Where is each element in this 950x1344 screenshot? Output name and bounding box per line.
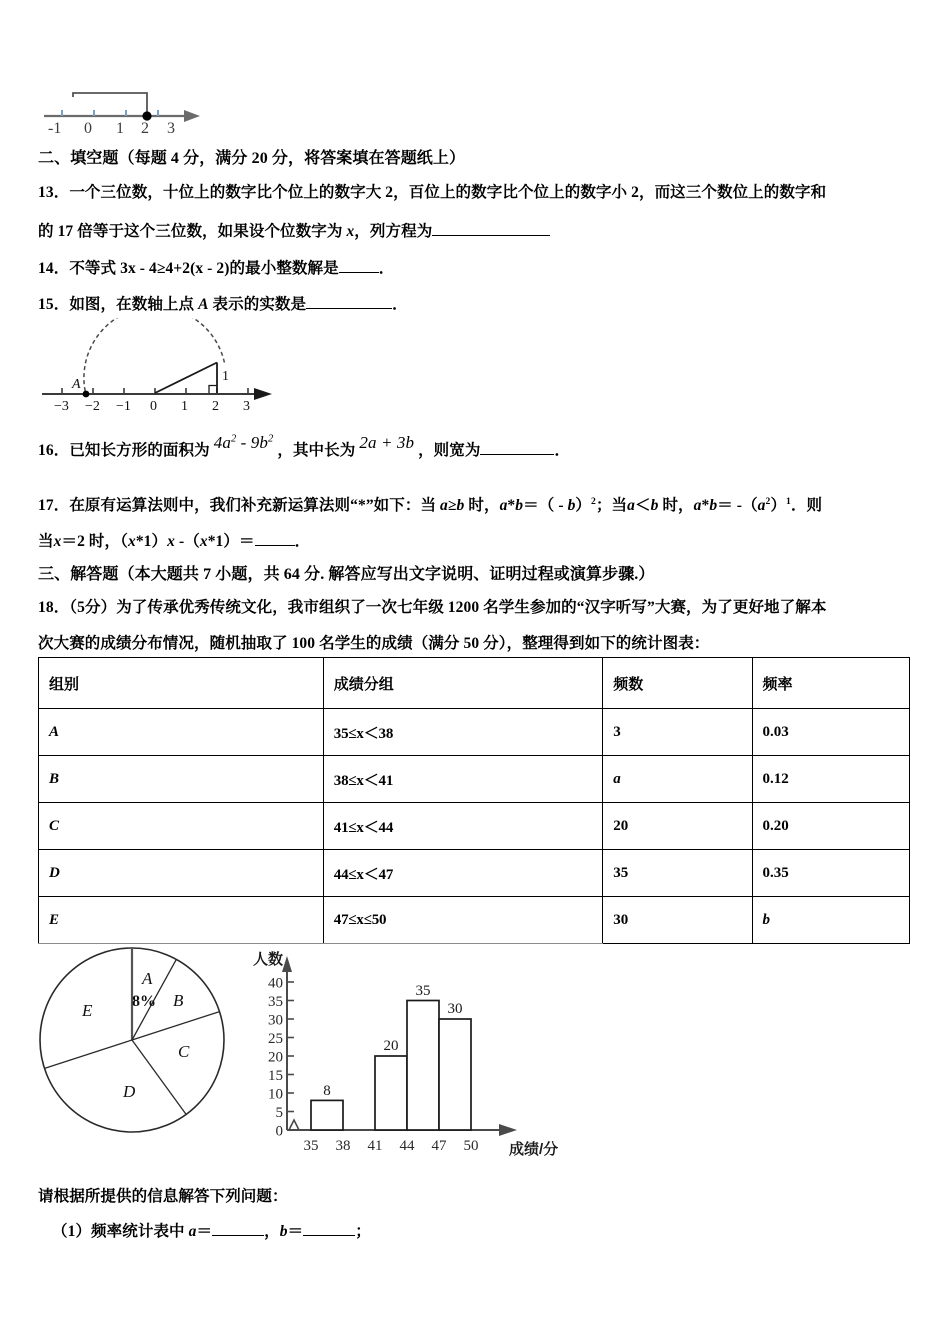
question-16-area-formula: $4a^2 - 9b^2$ (213, 433, 274, 452)
table-row (39, 756, 910, 803)
cell-group: E (39, 897, 324, 944)
svg-text:A: A (72, 377, 81, 392)
question-16-number: 16． (38, 442, 70, 459)
question-16-text-b: ，其中长为 (277, 442, 356, 459)
cell-freq: 30 (603, 897, 752, 944)
answer-blank-13[interactable] (432, 235, 550, 236)
svg-text:B: B (173, 991, 184, 1010)
answer-blank-18a[interactable] (212, 1235, 264, 1236)
question-13-number: 13． (38, 184, 70, 201)
svg-text:38: 38 (335, 1138, 351, 1154)
svg-text:A: A (142, 969, 153, 988)
cell-group: D (39, 850, 324, 897)
sub-1-semicolon: ； (355, 1223, 371, 1240)
table-header-range: 成绩分组 (323, 658, 602, 709)
svg-text:44: 44 (399, 1138, 415, 1154)
svg-text:D: D (123, 1082, 136, 1101)
sub-1-comma: ， (264, 1223, 280, 1240)
question-18-number: 18．（5分） (38, 599, 117, 616)
question-14 (38, 259, 394, 279)
table-row (39, 850, 910, 897)
svg-text:40: 40 (268, 975, 283, 992)
cell-freq: 3 (603, 709, 752, 756)
svg-text:C: C (178, 1042, 190, 1061)
table-header-rate: 频率 (752, 658, 909, 709)
question-17-line-1: 17．在原有运算法则中，我们补充新运算法则“*”如下：当 a≥b 时，a*b＝（ - b）$^2$；当a＜b 时，$a*b= -(a^2)^1$．则 (38, 495, 823, 514)
svg-text:20: 20 (268, 1049, 283, 1066)
cell-rate: 0.20 (752, 803, 909, 850)
cell-freq: a (603, 756, 752, 803)
answer-blank-15[interactable] (306, 308, 392, 309)
svg-text:8%: 8% (132, 993, 156, 1010)
sub-1-var-a: a (188, 1223, 197, 1240)
svg-text:35: 35 (415, 983, 431, 999)
question-16-text-a: 已知长方形的面积为 (69, 442, 210, 459)
question-13-text-2b: ，列方程为 (354, 223, 433, 240)
svg-text:47: 47 (431, 1138, 447, 1154)
svg-text:0: 0 (150, 399, 157, 414)
svg-text:1: 1 (116, 120, 124, 135)
question-17-line-2: 当x＝2 时，（x*1）x -（x*1）＝ ． (38, 533, 311, 550)
question-17-number: 17． (38, 497, 70, 514)
question-15-number: 15． (38, 296, 70, 313)
question-16-length-formula: 2a + 3b (359, 433, 415, 452)
bar-chart-xlabel: 成绩/分 (509, 1141, 559, 1158)
answer-blank-14[interactable] (339, 272, 379, 273)
question-15 (38, 295, 408, 315)
svg-text:3: 3 (167, 120, 175, 135)
frequency-table (38, 657, 910, 944)
cell-rate: 0.03 (752, 709, 909, 756)
question-14-period: ． (378, 260, 395, 277)
svg-text:−3: −3 (54, 399, 69, 414)
svg-text:E: E (82, 1001, 93, 1020)
cell-freq: 35 (603, 850, 752, 897)
svg-text:41: 41 (367, 1138, 383, 1154)
answer-blank-16[interactable] (480, 454, 554, 455)
question-15-text-b: 表示的实数是 (208, 296, 307, 313)
section-2-heading: 二、填空题（每题 4 分，满分 20 分，将答案填在答题纸上） (38, 150, 466, 167)
question-18-line-2: 次大赛的成绩分布情况，随机抽取了 100 名学生的成绩（满分 50 分），整理得到如下的统计图表： (38, 635, 710, 652)
table-header-row (39, 658, 910, 709)
svg-text:2: 2 (212, 399, 219, 414)
question-18-text-1: 为了传承优秀传统文化，我市组织了一次七年级 1200 名学生参加的“汉字听写”大赛，为了更好地了解本 (116, 599, 827, 616)
svg-text:0: 0 (84, 120, 92, 135)
svg-text:30: 30 (268, 1012, 283, 1029)
statistics-charts (36, 944, 559, 1174)
sub-1-text: （1）频率统计表中 (52, 1223, 189, 1240)
svg-text:2: 2 (141, 120, 149, 135)
question-13-text-1: 一个三位数，十位上的数字比个位上的数字大 2，百位上的数字比个位上的数字小 2，而这三个数位上的数字和 (69, 184, 827, 201)
question-15-text-a: 如图，在数轴上点 (69, 296, 199, 313)
svg-text:20: 20 (383, 1038, 399, 1054)
svg-text:35: 35 (268, 994, 283, 1010)
svg-text:1: 1 (181, 399, 188, 414)
svg-text:1: 1 (222, 369, 229, 384)
svg-text:-1: -1 (48, 120, 62, 135)
svg-text:35: 35 (303, 1138, 319, 1154)
table-row (39, 897, 910, 944)
svg-text:25: 25 (268, 1031, 283, 1047)
question-14-text: 不等式 3x - 4≥4+2(x - 2)的最小整数解是 (69, 260, 339, 277)
question-14-number: 14． (38, 260, 70, 277)
cell-range: 44≤x＜47 (323, 850, 602, 897)
question-13-variable: x (346, 223, 355, 240)
cell-rate: 0.12 (752, 756, 909, 803)
question-16 (38, 433, 571, 461)
table-header-freq: 频数 (603, 658, 752, 709)
figure-number-line-inequality (40, 83, 210, 135)
question-17-rule: a (440, 497, 448, 514)
question-18-prompt: 请根据所提供的信息解答下列问题： (38, 1188, 288, 1205)
sub-1-var-b: b (279, 1223, 288, 1240)
question-13-text-2a: 的 17 倍等于这个三位数，如果设个位数字为 (38, 223, 347, 240)
svg-text:15: 15 (268, 1068, 283, 1084)
table-header-group: 组别 (39, 658, 324, 709)
cell-freq: 20 (603, 803, 752, 850)
cell-group: A (39, 709, 324, 756)
table-row (39, 803, 910, 850)
bar-chart (241, 942, 561, 1175)
svg-text:30: 30 (447, 1001, 463, 1017)
svg-text:10: 10 (268, 1086, 283, 1103)
table-row (39, 709, 910, 756)
svg-text:50: 50 (463, 1138, 479, 1154)
question-15-point-label: A (198, 296, 209, 313)
question-13-line-2 (38, 222, 550, 242)
figure-number-line-arc (36, 318, 286, 414)
question-13-line-1 (38, 183, 826, 203)
cell-rate: b (752, 897, 909, 944)
cell-range: 35≤x＜38 (323, 709, 602, 756)
question-15-period: ． (392, 296, 408, 313)
cell-range: 38≤x＜41 (323, 756, 602, 803)
answer-blank-17[interactable] (255, 545, 295, 546)
cell-group: B (39, 756, 324, 803)
question-17-text-a: 在原有运算法则中，我们补充新运算法则“*”如下：当 (69, 497, 441, 514)
question-16-period: ． (554, 442, 571, 459)
pie-chart (36, 944, 232, 1141)
svg-text:8: 8 (323, 1083, 331, 1099)
answer-blank-18b[interactable] (303, 1235, 355, 1236)
cell-group: C (39, 803, 324, 850)
section-3-heading: 三、解答题（本大题共 7 小题，共 64 分. 解答应写出文字说明、证明过程或演算步骤.） (38, 566, 655, 583)
bar-chart-ylabel: 人数 (253, 951, 284, 968)
svg-text:5: 5 (275, 1105, 283, 1121)
svg-text:0: 0 (275, 1123, 283, 1140)
cell-range: 41≤x＜44 (323, 803, 602, 850)
question-18-sub-1: （1）频率统计表中 a＝ ，b＝ ； (52, 1223, 371, 1240)
cell-rate: 0.35 (752, 850, 909, 897)
question-16-text-c: ，则宽为 (418, 442, 481, 459)
svg-text:3: 3 (243, 399, 250, 414)
svg-text:−1: −1 (116, 399, 131, 414)
question-18-line-1 (38, 598, 826, 618)
cell-range: 47≤x≤50 (323, 897, 602, 944)
svg-text:−2: −2 (85, 399, 100, 414)
